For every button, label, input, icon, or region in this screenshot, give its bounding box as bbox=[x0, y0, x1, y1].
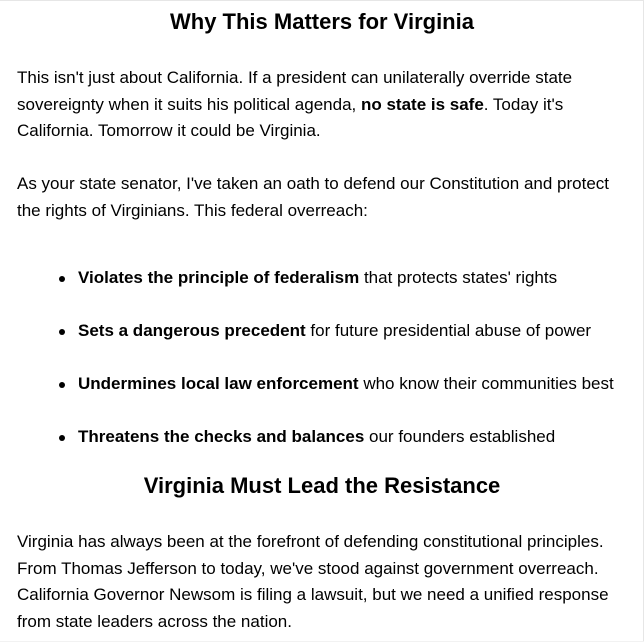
list-item-text bbox=[78, 371, 614, 397]
list-item-text bbox=[78, 424, 555, 450]
intro-paragraph-text-end: . Today it's California. Tomorrow it could be Virginia. bbox=[17, 94, 564, 140]
list-item bbox=[0, 318, 644, 344]
section-heading-why-this-matters: Why This Matters for Virginia bbox=[170, 9, 474, 34]
intro-paragraph bbox=[17, 65, 637, 145]
intro-paragraph-bold: no state is safe bbox=[360, 94, 484, 114]
list-item-rest: who know their communities best bbox=[358, 374, 614, 393]
list-item-rest: our founders established bbox=[364, 427, 556, 446]
list-item-bold: Sets a dangerous precedent bbox=[78, 321, 306, 340]
list-item-text bbox=[78, 265, 557, 291]
bullet-dot-icon bbox=[59, 276, 65, 282]
bullet-dot-icon bbox=[59, 329, 65, 335]
list-item bbox=[0, 424, 644, 450]
overreach-bullet-list bbox=[0, 265, 644, 477]
list-item-bold: Threatens the checks and balances bbox=[78, 427, 365, 446]
closing-paragraph: Virginia has always been at the forefront of defending constitutional principles. From Thomas Jefferson to today, we've stood against government overreach. California Governor Newsom is filing a lawsuit, but we need a unified response from state leaders across the nation. bbox=[17, 532, 609, 631]
list-item bbox=[0, 371, 644, 397]
oath-paragraph: As your state senator, I've taken an oath to defend our Constitution and protect the rights of Virginians. This federal overreach: bbox=[17, 174, 610, 220]
list-item-text bbox=[78, 318, 591, 344]
intro-paragraph-text-start: This isn't just about California. If a president can unilaterally override state sovereignty when it suits his political agenda, bbox=[17, 68, 573, 114]
list-item-bold: Violates the principle of federalism bbox=[78, 268, 360, 287]
list-item-rest: that protects states' rights bbox=[359, 268, 558, 287]
list-item-bold: Undermines local law enforcement bbox=[78, 374, 359, 393]
list-item bbox=[0, 265, 644, 291]
list-item-rest: for future presidential abuse of power bbox=[305, 321, 592, 340]
bullet-dot-icon bbox=[59, 382, 65, 388]
bullet-dot-icon bbox=[59, 435, 65, 441]
section-heading-virginia-must-lead: Virginia Must Lead the Resistance bbox=[143, 473, 501, 498]
